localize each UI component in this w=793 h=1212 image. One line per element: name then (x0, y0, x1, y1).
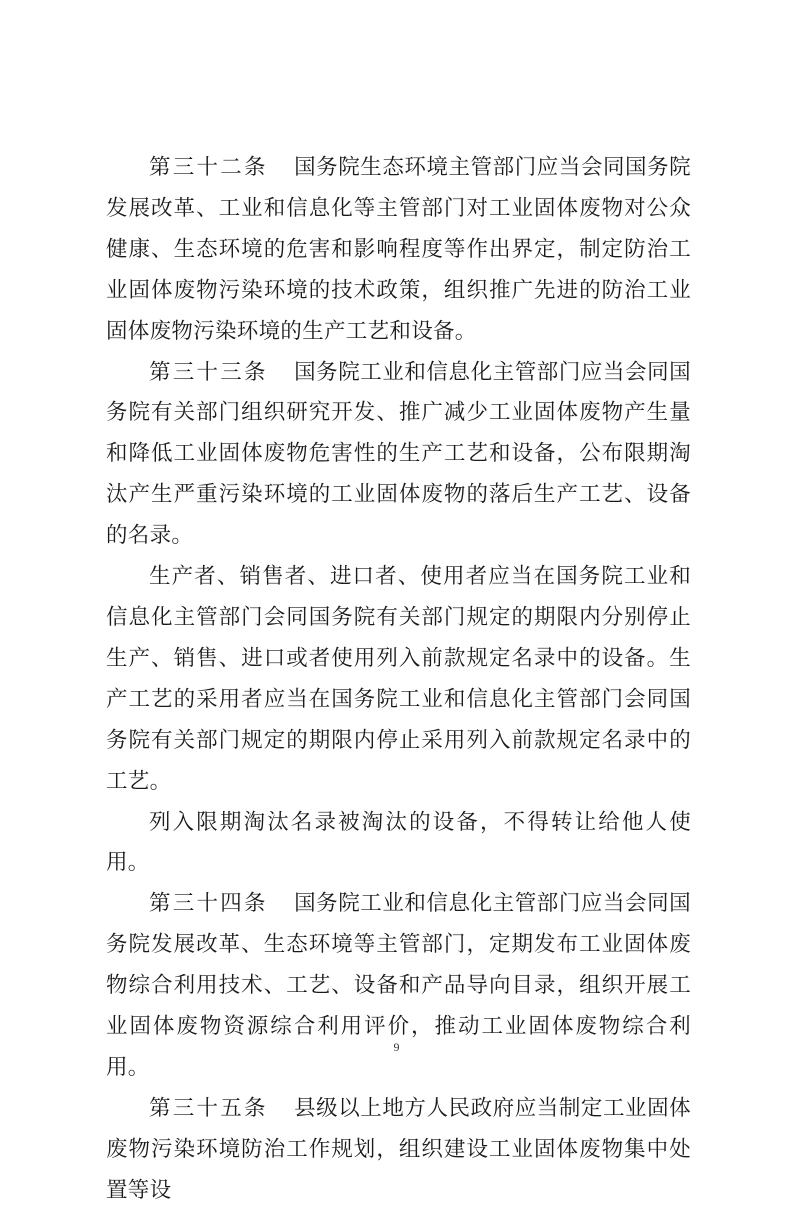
article-34-text: 国务院工业和信息化主管部门应当会同国务院发展改革、生态环境等主管部门，定期发布工业固体废物综合利用技术、工艺、设备和产品导向目录，组织开展工业固体废物资源综合利用评价，推动工业固体废物综合利用。 (106, 891, 691, 1080)
article-35-text: 县级以上地方人民政府应当制定工业固体废物污染环境防治工作规划，组织建设工业固体废物集中处置等设 (106, 1095, 691, 1203)
article-34-paragraph (106, 884, 691, 1089)
article-33-number: 第三十三条 (149, 359, 268, 385)
article-34-number: 第三十四条 (149, 891, 268, 917)
article-35-paragraph (106, 1089, 691, 1212)
page-number: 9 (393, 1040, 400, 1054)
article-32-number: 第三十二条 (149, 155, 268, 180)
article-33-text: 国务院工业和信息化主管部门应当会同国务院有关部门组织研究开发、推广减少工业固体废物产生量和降低工业固体废物危害性的生产工艺和设备，公布限期淘汰产生严重污染环境的工业固体废物的落后生产工艺、设备的名录。 (106, 359, 691, 549)
article-33-paragraph (106, 353, 691, 558)
article-32-text: 国务院生态环境主管部门应当会同国务院发展改革、工业和信息化等主管部门对工业固体废物对公众健康、生态环境的危害和影响程度等作出界定，制定防治工业固体废物污染环境的技术政策，组织推广先进的防治工业固体废物污染环境的生产工艺和设备。 (106, 155, 691, 344)
article-32-paragraph (106, 148, 691, 353)
article-33-paragraph-2: 生产者、销售者、进口者、使用者应当在国务院工业和信息化主管部门会同国务院有关部门规定的期限内分别停止生产、销售、进口或者使用列入前款规定名录中的设备。生产工艺的采用者应当在国务院工业和信息化主管部门会同国务院有关部门规定的期限内停止采用列入前款规定名录中的工艺。 (106, 564, 691, 794)
article-35-number: 第三十五条 (149, 1095, 268, 1121)
article-33-paragraph-3: 列入限期淘汰名录被淘汰的设备，不得转让给他人使用。 (106, 809, 691, 876)
